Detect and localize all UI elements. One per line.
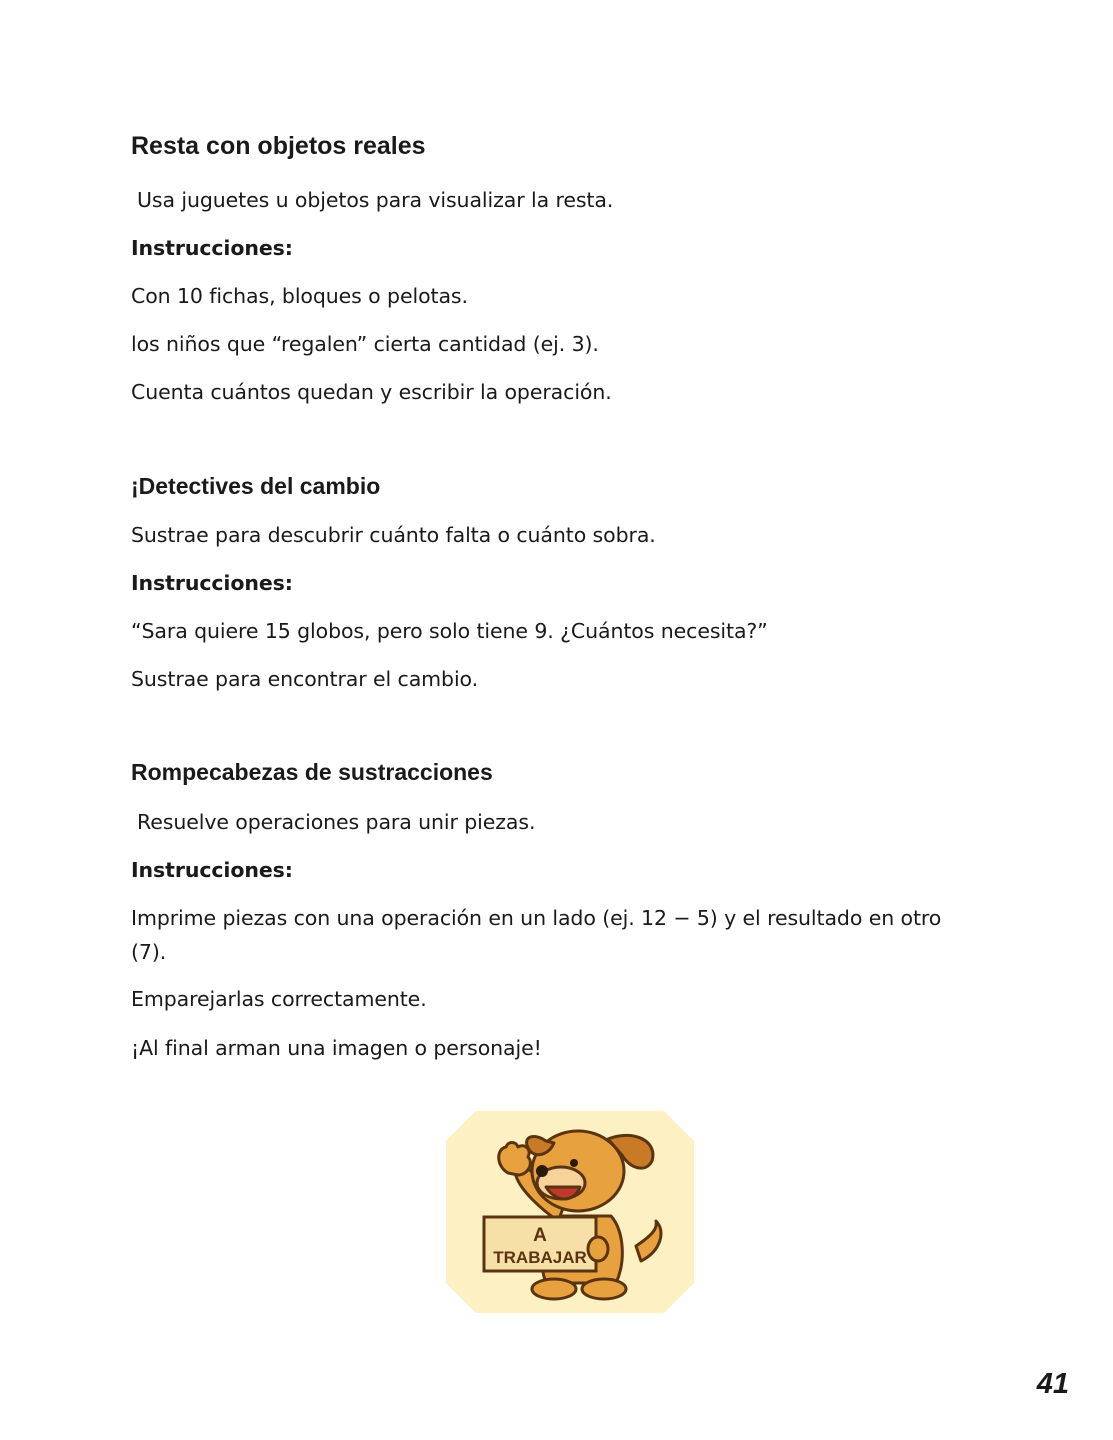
instructions-label: Instrucciones: bbox=[131, 858, 293, 882]
dog-foot-right bbox=[582, 1279, 626, 1299]
instruction-line: “Sara quiere 15 globos, pero solo tiene 9. ¿Cuántos necesita?” bbox=[131, 619, 768, 643]
instruction-line: Imprime piezas con una operación en un lado (ej. 12 − 5) y el resultado en otro (7). bbox=[131, 906, 942, 964]
instructions-label: Instrucciones: bbox=[131, 236, 293, 260]
instruction-line: Cuenta cuántos quedan y escribir la operación. bbox=[131, 380, 612, 404]
dog-foot-left bbox=[532, 1279, 576, 1299]
dog-hand-holding bbox=[588, 1237, 608, 1261]
section-title-rompecabezas: Rompecabezas de sustracciones bbox=[131, 759, 493, 785]
dog-nose bbox=[536, 1165, 548, 1177]
dog-paw-waving bbox=[499, 1143, 531, 1176]
instruction-line: ¡Al final arman una imagen o personaje! bbox=[131, 1036, 542, 1060]
section-subtitle: Usa juguetes u objetos para visualizar la resta. bbox=[137, 188, 614, 212]
dog-eye bbox=[570, 1159, 578, 1167]
section-subtitle: Sustrae para descubrir cuánto falta o cuánto sobra. bbox=[131, 523, 656, 547]
sign-text-line2: TRABAJAR bbox=[493, 1248, 587, 1267]
instruction-line: Emparejarlas correctamente. bbox=[131, 987, 427, 1011]
section-subtitle: Resuelve operaciones para unir piezas. bbox=[137, 810, 536, 834]
section-title-resta-objetos: Resta con objetos reales bbox=[131, 132, 426, 160]
section-title-detectives: ¡Detectives del cambio bbox=[131, 473, 381, 499]
instruction-line: Sustrae para encontrar el cambio. bbox=[131, 667, 479, 691]
instruction-line: los niños que “regalen” cierta cantidad (ej. 3). bbox=[131, 332, 599, 356]
dog-illustration bbox=[446, 1111, 694, 1313]
instructions-label: Instrucciones: bbox=[131, 571, 293, 595]
sign-text-line1: A bbox=[533, 1225, 547, 1246]
page-number: 41 bbox=[1036, 1368, 1069, 1400]
instruction-line: Con 10 fichas, bloques o pelotas. bbox=[131, 284, 468, 308]
